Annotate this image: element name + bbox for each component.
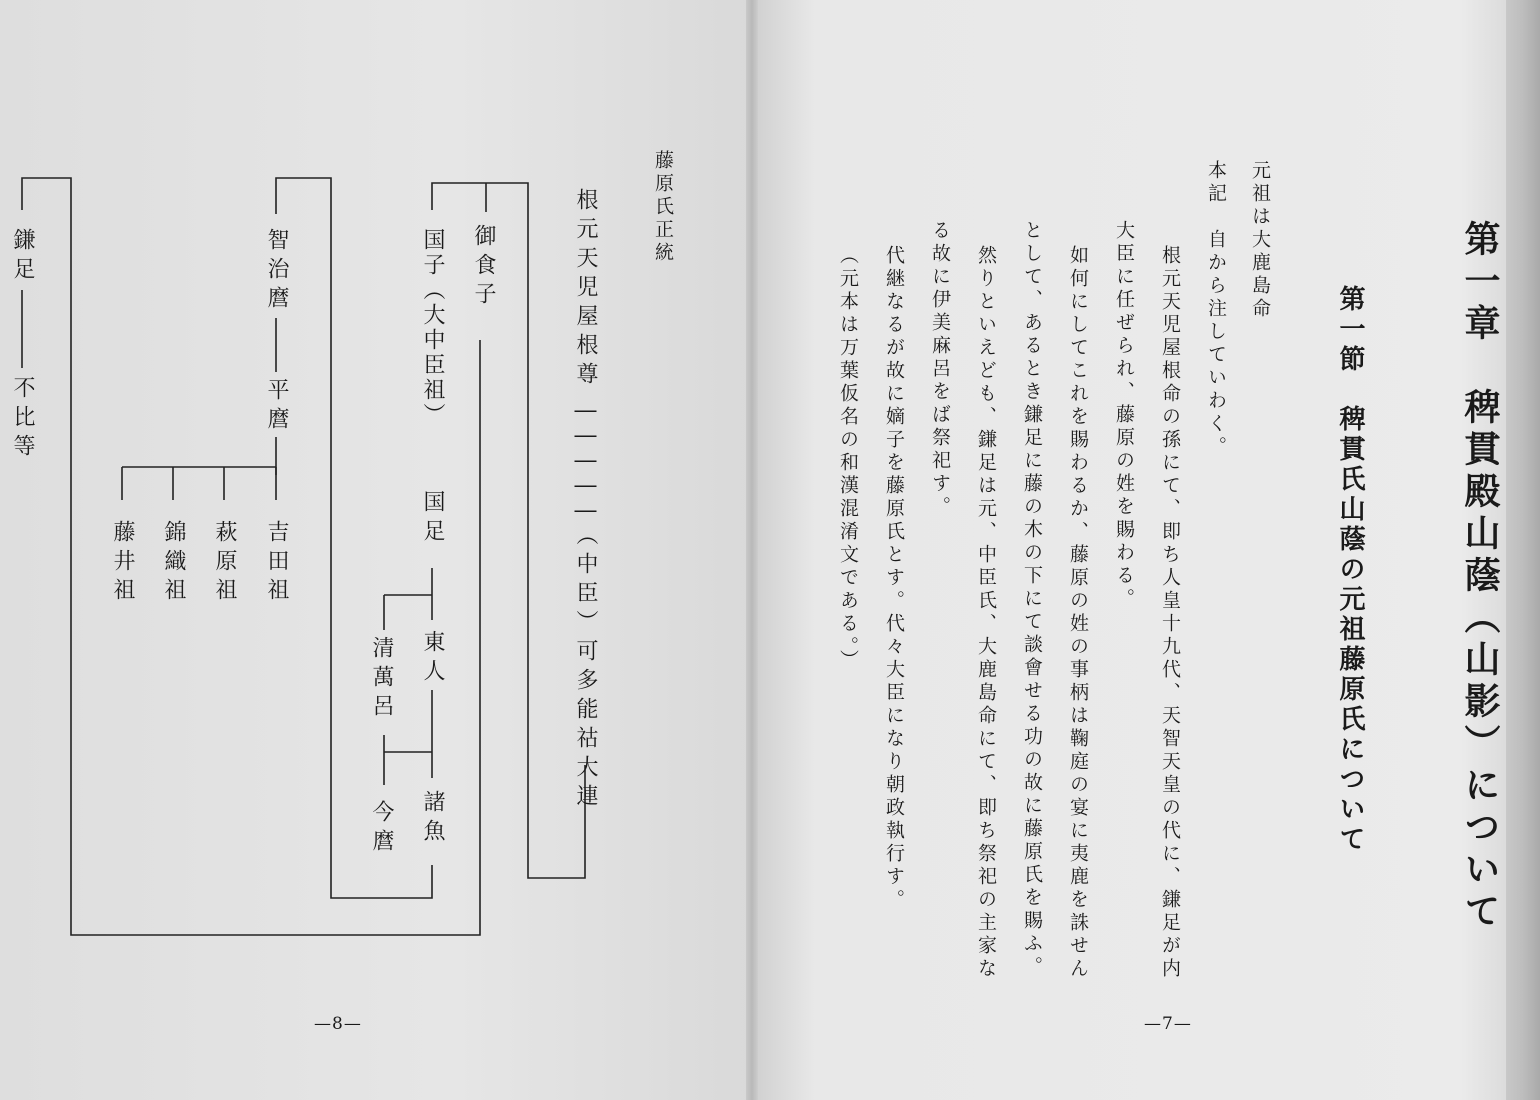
root-successor-label: （中臣）可多能祜大連 xyxy=(573,523,598,813)
body-line-8: （元本は万葉仮名の和漢混淆文である。） xyxy=(837,245,859,673)
body-line-1: 根元天児屋根命の孫にて、即ち人皇十九代、天智天皇の代に、鎌足が内 xyxy=(1159,245,1181,981)
body-line-2: 大臣に任ぜられ、藤原の姓を賜わる。 xyxy=(1113,220,1135,611)
kuniko: 国子（大中臣祖） xyxy=(420,228,445,428)
hagiwara-so: 萩原祖 xyxy=(212,520,237,607)
honki-line: 本記 自から注していわく。 xyxy=(1205,160,1227,459)
genealogy-header: 藤原氏正統 xyxy=(652,150,674,265)
root-successor: ―――――（中臣）可多能祜大連 xyxy=(573,398,598,813)
page-number-left: —8— xyxy=(314,1014,362,1034)
hiramaro: 平麿 xyxy=(264,378,289,436)
body-line-4: として、あるとき鎌足に藤の木の下にて談會せる功の故に藤原氏を賜ふ。 xyxy=(1021,220,1043,979)
line-moromi-bracket xyxy=(276,178,432,898)
chijimaro: 智治麿 xyxy=(264,228,289,315)
mikeko: 御食子 xyxy=(471,224,496,311)
origin-line: 元祖は大鹿島命 xyxy=(1249,160,1271,321)
moromi: 諸魚 xyxy=(420,790,445,848)
line-azumahito xyxy=(384,595,432,630)
page-number-right: —7— xyxy=(1144,1014,1192,1034)
fujii-so: 藤井祖 xyxy=(110,520,135,607)
body-line-7: 代継なるが故に嫡子を藤原氏とす。代々大臣になり朝政執行す。 xyxy=(883,245,905,912)
kunitari: 国足 xyxy=(420,490,445,548)
fuhito: 不比等 xyxy=(10,376,35,463)
azumahito: 東人 xyxy=(420,630,445,688)
nishigori-so: 錦織祖 xyxy=(161,520,186,607)
body-line-6: る故に伊美麻呂をば祭祀す。 xyxy=(929,220,951,519)
line-kiyomaro-branch xyxy=(384,735,432,785)
line-sons xyxy=(122,467,276,500)
kamatari: 鎌足 xyxy=(10,228,35,286)
section-title: 第一節 稗貫氏山蔭の元祖藤原氏について xyxy=(1335,285,1365,855)
body-line-5: 然りといえども、鎌足は元、中臣氏、大鹿島命にて、即ち祭祀の主家な xyxy=(975,245,997,981)
kiyomaro: 清萬呂 xyxy=(369,636,394,723)
line-root xyxy=(432,183,585,878)
yoshida-so: 吉田祖 xyxy=(264,520,289,607)
chapter-title: 第一章 稗貫殿山蔭（山影）について xyxy=(1459,220,1501,934)
imamaro: 今麿 xyxy=(369,800,394,858)
line-outer xyxy=(22,178,480,935)
root-name: 根元天児屋根尊 xyxy=(573,188,598,391)
body-line-3: 如何にしてこれを賜わるか、藤原の姓の事柄は鞠庭の宴に夷鹿を誅せん xyxy=(1067,245,1089,981)
